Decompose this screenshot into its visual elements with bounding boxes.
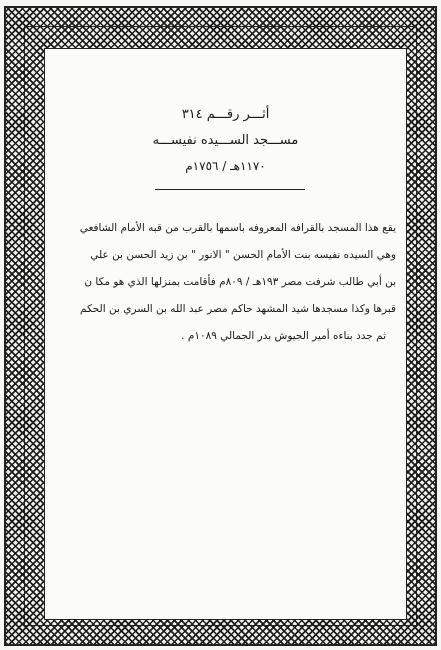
body-line: وهي السيده نفيسه بنت الأمام الحسن " الانور " بن زيد الحسن بن علي [90, 249, 396, 261]
body-line: يقع هذا المسجد بالقرافه المعروفه باسمها بالقرب من قبه الأمام الشافعي [79, 222, 396, 234]
mosque-name: مســـجد الســـيده نفيســـه [152, 133, 299, 148]
heading-divider [155, 189, 305, 190]
body-paragraph [55, 215, 396, 350]
ornamental-border [4, 6, 437, 646]
date-line: ١١٧٠هـ / ١٧٥٦م [185, 159, 266, 173]
monument-number: أثـــر رقـــم ٣١٤ [181, 107, 270, 122]
body-line: قبرها وكذا مسجدها شيد المشهد حاكم مصر عبد الله بن السري بن الحكم [79, 303, 396, 315]
content-panel [44, 48, 407, 620]
body-line: ثم جدد بناءه أمير الجيوش بدر الجمالي ١٠٨٩م . [181, 330, 386, 342]
body-line: بن أبي طالب شرفت مصر ١٩٣هـ / ٨٠٩م فأقامت بمنزلها الذي هو مكا ن [84, 276, 396, 288]
